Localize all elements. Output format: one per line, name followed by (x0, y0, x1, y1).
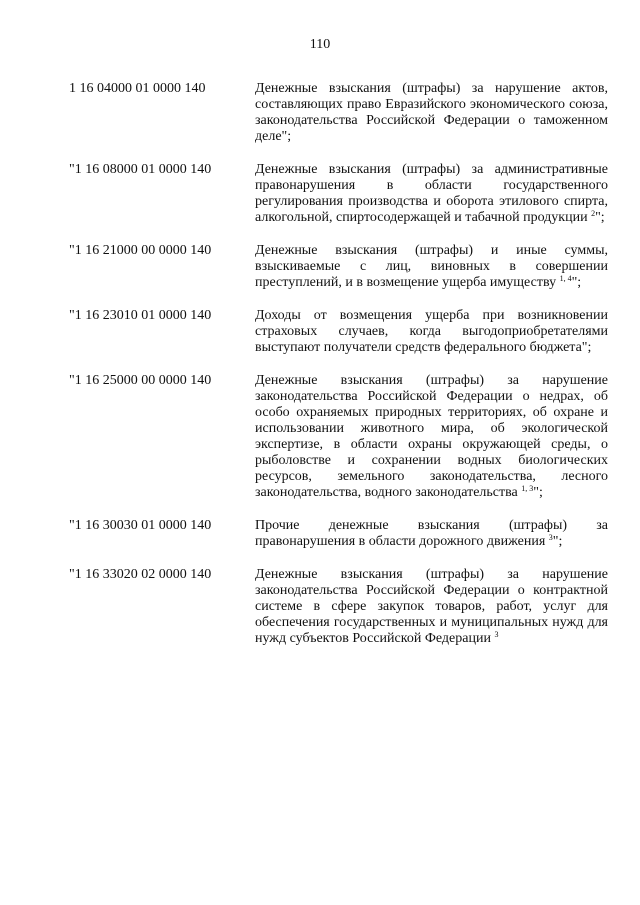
budget-code: "1 16 33020 02 0000 140 (69, 567, 212, 582)
budget-code: "1 16 08000 01 0000 140 (69, 162, 212, 177)
code-description (255, 243, 608, 291)
budget-code: 1 16 04000 01 0000 140 (69, 81, 206, 96)
footnote-ref: 3 (548, 533, 553, 542)
list-item (0, 567, 640, 647)
list-item (0, 518, 640, 550)
code-description (255, 567, 608, 647)
code-description (255, 162, 608, 226)
code-description (255, 81, 608, 145)
budget-code: "1 16 21000 00 0000 140 (69, 243, 212, 258)
list-item (0, 162, 640, 226)
page-number: 110 (309, 37, 331, 52)
budget-code: "1 16 30030 01 0000 140 (69, 518, 212, 533)
footnote-ref: 3 (494, 630, 499, 639)
list-item (0, 243, 640, 291)
list-item (0, 81, 640, 145)
description-text: Денежные взыскания (штрафы) за нарушение законодательства Российской Федерации о контрактной системе в сфере закупок товаров, работ, услуг для обеспечения государственных и муниципальных нужд для нужд субъектов Российской Федерации (255, 567, 608, 646)
description-tail: "; (533, 485, 543, 500)
description-text: Прочие денежные взыскания (штрафы) за правонарушения в области дорожного движения (255, 518, 608, 549)
description-tail: "; (571, 275, 582, 290)
description-tail: "; (552, 534, 563, 549)
footnote-ref: 1, 4 (559, 274, 572, 283)
description-tail: "; (595, 210, 605, 225)
budget-code: "1 16 23010 01 0000 140 (69, 308, 212, 323)
footnote-ref: 1, 3 (521, 484, 534, 493)
footnote-ref: 2 (591, 209, 596, 218)
budget-code: "1 16 25000 00 0000 140 (69, 373, 212, 388)
list-item (0, 373, 640, 501)
description-text: Денежные взыскания (штрафы) и иные суммы, взыскиваемые с лиц, виновных в совершении преступлений, и в возмещение ущерба имуществу (255, 243, 608, 290)
budget-code-list (0, 81, 640, 664)
description-text: Денежные взыскания (штрафы) за нарушение законодательства Российской Федерации о недрах, об особо охраняемых природных территориях, об охране и использовании животного мира, об экологической экспертизе, в области охраны окружающей среды, о рыболовстве и сохранении водных биологических ресурсов, земельного законодательства, лесного законодательства, водного законодательства (255, 373, 608, 500)
code-description (255, 373, 608, 501)
list-item (0, 308, 640, 356)
description-text: Денежные взыскания (штрафы) за нарушение актов, составляющих право Евразийского экономического союза, законодательства Российской Федерации о таможенном деле"; (255, 81, 608, 144)
code-description (255, 518, 608, 550)
code-description (255, 308, 608, 356)
description-text: Денежные взыскания (штрафы) за административные правонарушения в области государственного регулирования производства и оборота этилового спирта, алкогольной, спиртосодержащей и табачной продукции (255, 162, 608, 225)
description-text: Доходы от возмещения ущерба при возникновении страховых случаев, когда выгодоприобретателями выступают получатели средств федерального бюджета"; (255, 308, 608, 355)
